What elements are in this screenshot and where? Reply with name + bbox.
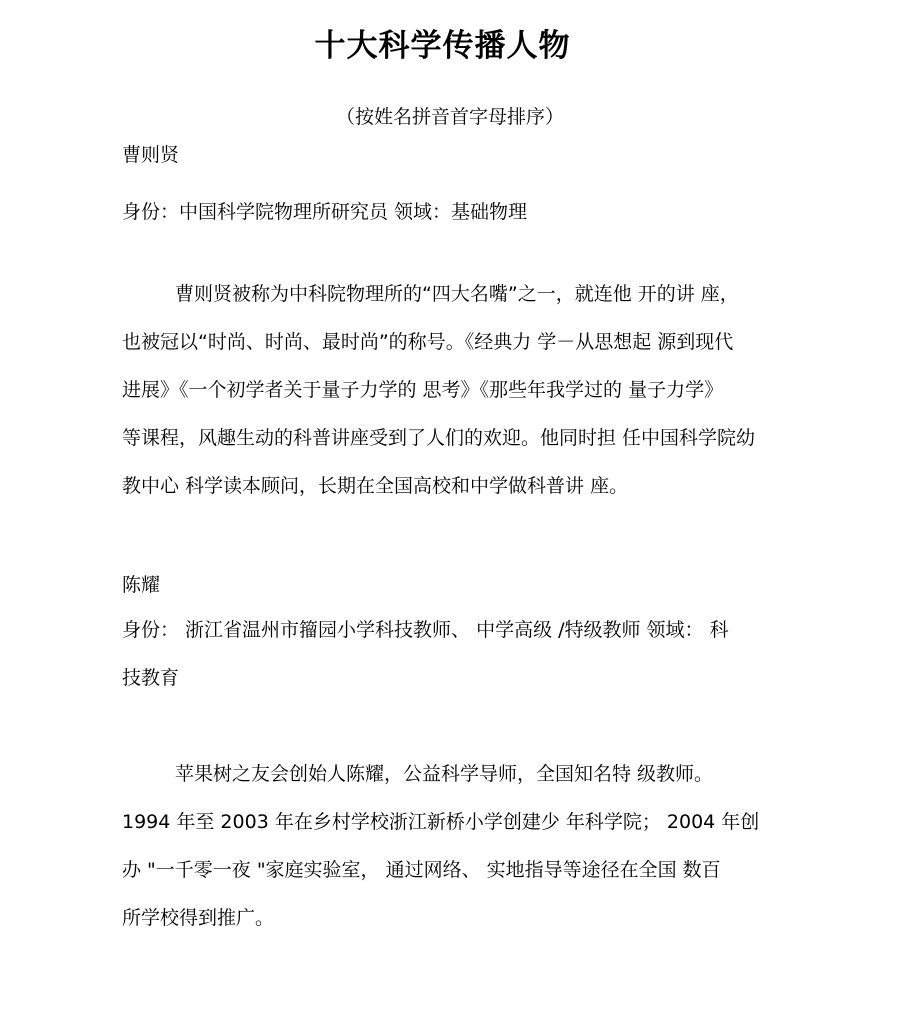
document-title: 十大科学传播人物 <box>314 28 571 64</box>
identity-line: 技教育 <box>122 667 180 689</box>
bio-line: 教中心 科学读本顾问，长期在全国高校和中学做科普讲 座。 <box>122 475 629 497</box>
bio-line: 等课程，风趣生动的科普讲座受到了人们的欢迎。他同时担 任中国科学院幼 <box>122 427 756 449</box>
identity-line: 身份：中国科学院物理所研究员 领域：基础物理 <box>122 201 528 223</box>
person-bio-cao-zexian <box>122 270 822 510</box>
bio-line: 办 "一千零一夜 "家庭实验室， 通过网络、 实地指导等途径在全国 数百 <box>122 859 721 881</box>
bio-line: 进展》《一个初学者关于量子力学的 思考》《那些年我学过的 量子力学》 <box>122 379 724 401</box>
bio-line: 所学校得到推广。 <box>122 907 275 929</box>
bio-line: 苹果树之友会创始人陈耀，公益科学导师，全国知名特 级教师。 <box>175 763 714 785</box>
bio-line: 1994 年至 2003 年在乡村学校浙江新桥小学创建少 年科学院； 2004 年创 <box>122 811 760 833</box>
person-bio-chen-yao <box>122 750 822 942</box>
bio-line: 曹则贤被称为中科院物理所的“四大名嘴”之一，就连他 开的讲 座， <box>175 283 739 305</box>
person-identity-chen-yao <box>122 606 822 702</box>
document-subtitle: （按姓名拼音首字母排序） <box>335 106 564 128</box>
bio-line: 也被冠以“时尚、时尚、最时尚”的称号。《经典力 学－从思想起 源到现代 <box>122 331 734 353</box>
identity-line: 身份： 浙江省温州市籀园小学科技教师、 中学高级 /特级教师 领域： 科 <box>122 619 729 641</box>
person-name-chen-yao: 陈耀 <box>122 574 161 596</box>
person-identity-cao-zexian <box>122 188 822 236</box>
person-name-cao-zexian: 曹则贤 <box>122 144 180 166</box>
